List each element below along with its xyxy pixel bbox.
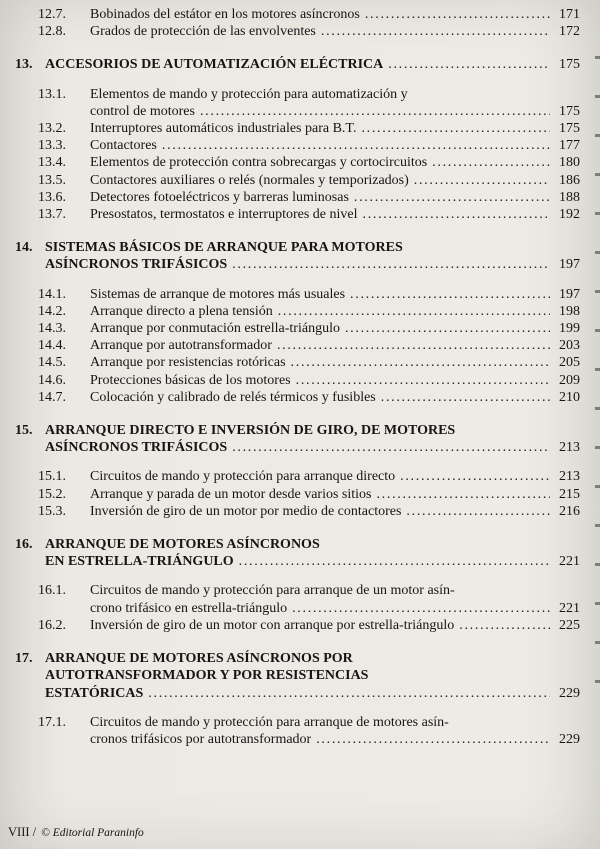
toc-item-title: Circuitos de mando y protección para arranque de motores asín- xyxy=(90,714,449,730)
dot-leader xyxy=(239,553,550,570)
toc-page-number: 188 xyxy=(559,189,580,205)
toc-line xyxy=(15,6,580,23)
toc-item-number: 15. xyxy=(15,423,33,439)
toc-item-number: 13. xyxy=(15,57,33,73)
toc-item-number: 13.1. xyxy=(38,86,66,102)
toc-line xyxy=(15,582,580,599)
toc-page-number: 186 xyxy=(559,172,580,188)
toc-line xyxy=(15,172,580,189)
copyright-label: © Editorial Paraninfo xyxy=(41,827,144,839)
toc-item-title: Circuitos de mando y protección para arranque directo xyxy=(90,469,396,485)
toc-line xyxy=(15,23,580,40)
toc-item-number: 14.1. xyxy=(38,286,66,302)
toc-entry xyxy=(15,189,580,206)
toc-item-title: Arranque por resistencias rotóricas xyxy=(90,355,286,371)
toc-item-number: 16.2. xyxy=(38,617,66,633)
toc-section xyxy=(15,536,580,634)
toc-item-title: Arranque por autotransformador xyxy=(90,338,272,354)
toc-line xyxy=(15,600,580,617)
toc-line xyxy=(15,536,580,553)
toc-page-number: 213 xyxy=(559,440,580,456)
toc-page-number: 175 xyxy=(559,103,580,119)
toc-entry xyxy=(15,337,580,354)
toc-item-number: 13.6. xyxy=(38,189,66,205)
toc-item-title: crono trifásico en estrella-triángulo xyxy=(90,600,288,616)
dot-leader xyxy=(200,103,550,120)
toc-entry xyxy=(15,172,580,189)
dot-leader xyxy=(278,303,550,320)
toc-line xyxy=(15,103,580,120)
toc-item-number: 13.5. xyxy=(38,172,66,188)
toc-item-title: Arranque por conmutación estrella-triángulo xyxy=(90,321,340,337)
toc-item-number: 13.7. xyxy=(38,207,66,223)
toc-item-title: Sistemas de arranque de motores más usuales xyxy=(90,286,346,302)
toc-item-title: Contactores xyxy=(90,138,157,154)
toc-item-number: 16. xyxy=(15,537,33,553)
toc-page-number: 210 xyxy=(559,389,580,405)
toc-line xyxy=(15,468,580,485)
toc-entry xyxy=(15,486,580,503)
toc-chapter-heading xyxy=(15,422,580,456)
toc-item-title: SISTEMAS BÁSICOS DE ARRANQUE PARA MOTORES xyxy=(45,240,403,256)
toc-line xyxy=(15,486,580,503)
toc-line xyxy=(15,256,580,273)
toc-page-number: 221 xyxy=(559,600,580,616)
scan-edge-artifacts xyxy=(595,20,600,710)
toc-entry xyxy=(15,286,580,303)
toc-page-number: 197 xyxy=(559,257,580,273)
toc-item-title: EN ESTRELLA-TRIÁNGULO xyxy=(45,554,234,570)
toc-item-title: ACCESORIOS DE AUTOMATIZACIÓN ELÉCTRICA xyxy=(45,57,384,73)
dot-leader xyxy=(296,372,550,389)
dot-leader xyxy=(414,172,550,189)
toc-item-number: 16.1. xyxy=(38,583,66,599)
dot-leader xyxy=(345,320,550,337)
toc-entry xyxy=(15,206,580,223)
dot-leader xyxy=(381,389,550,406)
toc-entry xyxy=(15,320,580,337)
toc-page-number: 172 xyxy=(559,24,580,40)
toc-line xyxy=(15,617,580,634)
toc-page-number: 225 xyxy=(559,617,580,633)
toc-line xyxy=(15,239,580,256)
dot-leader xyxy=(400,468,550,485)
toc-page-number: 205 xyxy=(559,355,580,371)
dot-leader xyxy=(354,189,550,206)
toc-item-title: cronos trifásicos por autotransformador xyxy=(90,731,312,747)
toc-item-title: Circuitos de mando y protección para arranque de un motor asín- xyxy=(90,583,455,599)
toc-page-number: 175 xyxy=(559,121,580,137)
toc-page-number: 216 xyxy=(559,503,580,519)
toc-item-number: 17. xyxy=(15,651,33,667)
toc-entry xyxy=(15,303,580,320)
toc-item-title: ARRANQUE DIRECTO E INVERSIÓN DE GIRO, DE MOTORES xyxy=(45,423,456,439)
toc-item-title: Inversión de giro de un motor por medio de contactores xyxy=(90,503,402,519)
toc-entry xyxy=(15,503,580,520)
dot-leader xyxy=(459,617,550,634)
toc-chapter-heading xyxy=(15,536,580,570)
dot-leader xyxy=(388,56,550,73)
toc-page-number: 229 xyxy=(559,731,580,747)
toc-line xyxy=(15,154,580,171)
toc-page-number: 175 xyxy=(559,57,580,73)
toc-entry xyxy=(15,617,580,634)
dot-leader xyxy=(406,503,550,520)
toc-entry xyxy=(15,86,580,120)
toc-line xyxy=(15,372,580,389)
dot-leader xyxy=(361,120,550,137)
toc-line xyxy=(15,354,580,371)
toc-item-title: ASÍNCRONOS TRIFÁSICOS xyxy=(45,440,228,456)
toc-item-number: 15.3. xyxy=(38,503,66,519)
toc-line xyxy=(15,303,580,320)
toc-chapter-heading xyxy=(15,239,580,273)
toc-line xyxy=(15,120,580,137)
toc-item-title: Presostatos, termostatos e interruptores de nivel xyxy=(90,207,358,223)
toc-item-number: 14.5. xyxy=(38,355,66,371)
toc-entry xyxy=(15,154,580,171)
toc-item-number: 13.4. xyxy=(38,155,66,171)
toc-section xyxy=(15,422,580,520)
toc-section xyxy=(15,6,580,40)
toc-entry xyxy=(15,120,580,137)
toc-line xyxy=(15,503,580,520)
toc-item-number: 13.2. xyxy=(38,121,66,137)
toc-page-number: 198 xyxy=(559,303,580,319)
toc-page-number: 203 xyxy=(559,338,580,354)
toc-page-number: 199 xyxy=(559,321,580,337)
toc-page-number: 197 xyxy=(559,286,580,302)
toc-entry xyxy=(15,582,580,616)
dot-leader xyxy=(277,337,550,354)
toc-section xyxy=(15,56,580,223)
toc-page-number: 209 xyxy=(559,372,580,388)
toc-item-number: 14.7. xyxy=(38,389,66,405)
toc-section xyxy=(15,650,580,748)
toc-item-title: ARRANQUE DE MOTORES ASÍNCRONOS xyxy=(45,537,320,553)
toc-item-title: Interruptores automáticos industriales para B.T. xyxy=(90,121,357,137)
toc-item-number: 15.1. xyxy=(38,469,66,485)
toc-item-title: Elementos de mando y protección para automatización y xyxy=(90,86,408,102)
toc-item-number: 13.3. xyxy=(38,138,66,154)
dot-leader xyxy=(350,286,550,303)
toc-item-number: 12.7. xyxy=(38,7,66,22)
toc-item-title: Arranque y parada de un motor desde varios sitios xyxy=(90,486,372,502)
toc-line xyxy=(15,206,580,223)
dot-leader xyxy=(363,206,551,223)
toc-item-title: Arranque directo a plena tensión xyxy=(90,303,273,319)
dot-leader xyxy=(292,600,550,617)
toc-line xyxy=(15,56,580,73)
toc-item-number: 15.2. xyxy=(38,486,66,502)
toc-line xyxy=(15,389,580,406)
toc-item-title: Bobinados del estátor en los motores asíncronos xyxy=(90,7,360,22)
toc-line xyxy=(15,337,580,354)
dot-leader xyxy=(365,6,550,23)
toc-item-number: 14. xyxy=(15,240,33,256)
toc-entry xyxy=(15,354,580,371)
toc-page-number: 192 xyxy=(559,207,580,223)
toc-page-number: 229 xyxy=(559,685,580,701)
toc-item-number: 12.8. xyxy=(38,24,66,40)
toc-line xyxy=(15,320,580,337)
toc-entry xyxy=(15,468,580,485)
toc-line xyxy=(15,189,580,206)
toc-item-number: 14.4. xyxy=(38,338,66,354)
toc-entry xyxy=(15,389,580,406)
toc-item-title: Inversión de giro de un motor con arranque por estrella-triángulo xyxy=(90,617,455,633)
toc-item-number: 14.3. xyxy=(38,321,66,337)
toc-page-number: 215 xyxy=(559,486,580,502)
toc-item-title: Elementos de protección contra sobrecargas y cortocircuitos xyxy=(90,155,428,171)
toc-line xyxy=(15,650,580,667)
toc-line xyxy=(15,137,580,154)
toc-item-title: ARRANQUE DE MOTORES ASÍNCRONOS POR xyxy=(45,651,353,667)
dot-leader xyxy=(162,137,550,154)
toc-entry xyxy=(15,714,580,748)
toc-chapter-heading xyxy=(15,650,580,702)
toc-line xyxy=(15,439,580,456)
dot-leader xyxy=(432,154,550,171)
toc-item-title: Contactores auxiliares o relés (normales y temporizados) xyxy=(90,172,409,188)
toc-item-number: 14.2. xyxy=(38,303,66,319)
toc-entry xyxy=(15,137,580,154)
toc-entry xyxy=(15,372,580,389)
toc-item-title: ASÍNCRONOS TRIFÁSICOS xyxy=(45,257,228,273)
dot-leader xyxy=(232,439,550,456)
toc-line xyxy=(15,286,580,303)
toc-page-number: 213 xyxy=(559,469,580,485)
toc-entry xyxy=(15,23,580,40)
dot-leader xyxy=(376,486,550,503)
toc-item-title: ESTATÓRICAS xyxy=(45,685,144,701)
toc-item-title: Detectores fotoeléctricos y barreras luminosas xyxy=(90,189,349,205)
toc-line xyxy=(15,667,580,684)
dot-leader xyxy=(316,731,550,748)
toc-section xyxy=(15,239,580,406)
toc-line xyxy=(15,422,580,439)
toc-page-number: 221 xyxy=(559,554,580,570)
toc-chapter-heading xyxy=(15,56,580,73)
toc-item-title: control de motores xyxy=(90,103,195,119)
page-footer xyxy=(8,825,144,840)
toc-item-title: Protecciones básicas de los motores xyxy=(90,372,291,388)
toc-line xyxy=(15,731,580,748)
toc-item-number: 17.1. xyxy=(38,714,66,730)
toc-page-number: 171 xyxy=(559,7,580,22)
toc-page-number: 180 xyxy=(559,155,580,171)
toc-line xyxy=(15,553,580,570)
folio-label: VIII / xyxy=(8,825,37,839)
dot-leader xyxy=(148,685,550,702)
dot-leader xyxy=(321,23,550,40)
dot-leader xyxy=(291,354,550,371)
toc-line xyxy=(15,86,580,103)
toc-entry xyxy=(15,6,580,23)
toc-line xyxy=(15,714,580,731)
toc-item-title: AUTOTRANSFORMADOR Y POR RESISTENCIAS xyxy=(45,668,369,684)
toc-item-number: 14.6. xyxy=(38,372,66,388)
dot-leader xyxy=(232,256,550,273)
toc-page-number: 177 xyxy=(559,138,580,154)
toc-item-title: Grados de protección de las envolventes xyxy=(90,24,316,40)
toc-item-title: Colocación y calibrado de relés térmicos y fusibles xyxy=(90,389,376,405)
toc-line xyxy=(15,685,580,702)
